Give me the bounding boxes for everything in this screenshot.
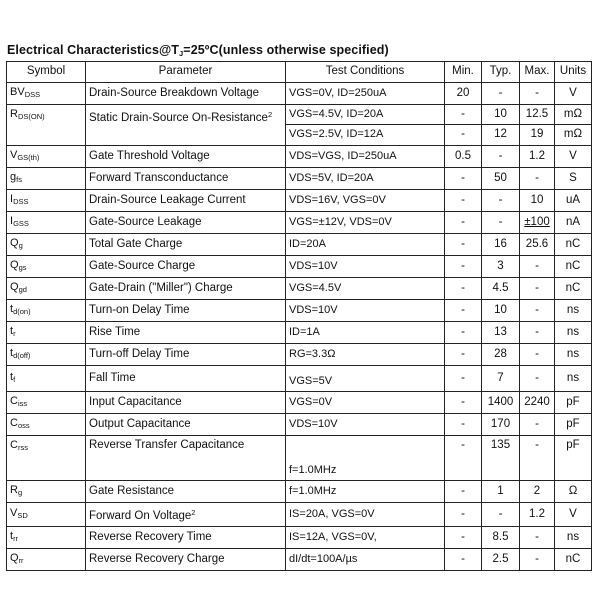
symbol-main: C [10, 394, 18, 407]
test-condition-cell: f=1.0MHz [286, 435, 445, 480]
symbol-main: t [10, 529, 14, 542]
units-cell: S [555, 167, 592, 189]
header-units: Units [555, 62, 592, 83]
test-condition-cell: VDS=10V [286, 413, 445, 435]
max-cell: 12.5 [520, 104, 555, 125]
symbol-subscript: d(off) [13, 350, 31, 360]
units-cell: V [555, 502, 592, 526]
typ-cell: - [482, 211, 520, 233]
parameter-text: Input Capacitance [89, 395, 182, 408]
parameter-text: Gate-Drain ("Miller") Charge [89, 281, 233, 294]
symbol-cell [7, 413, 86, 435]
header-max: Max. [520, 62, 555, 83]
symbol-cell [7, 548, 86, 570]
symbol-subscript: r [13, 328, 16, 338]
min-cell: - [445, 167, 482, 189]
max-cell: - [520, 413, 555, 435]
units-cell: ns [555, 343, 592, 365]
min-cell: - [445, 277, 482, 299]
units-cell: nC [555, 277, 592, 299]
parameter-cell [86, 526, 286, 548]
symbol-subscript: rr [13, 533, 19, 543]
units-cell: nC [555, 233, 592, 255]
symbol-main: Q [10, 258, 19, 271]
header-typ: Typ. [482, 62, 520, 83]
table-row [7, 413, 592, 435]
units-cell: nC [555, 548, 592, 570]
symbol-subscript: iss [17, 398, 28, 408]
units-cell: nA [555, 211, 592, 233]
symbol-cell [7, 277, 86, 299]
symbol-subscript: g [17, 487, 23, 497]
max-cell: 25.6 [520, 233, 555, 255]
symbol-subscript: g [18, 240, 23, 250]
test-condition-cell: VDS=16V, VGS=0V [286, 189, 445, 211]
min-cell: - [445, 233, 482, 255]
symbol-subscript: SD [17, 510, 28, 520]
header-test-conditions: Test Conditions [286, 62, 445, 83]
typ-cell: 12 [482, 125, 520, 146]
max-cell: 10 [520, 189, 555, 211]
min-cell: 20 [445, 82, 482, 104]
parameter-text: Turn-off Delay Time [89, 347, 190, 360]
max-cell: - [520, 548, 555, 570]
test-condition-cell: IS=12A, VGS=0V, [286, 526, 445, 548]
parameter-cell [86, 167, 286, 189]
parameter-text: Output Capacitance [89, 417, 191, 430]
footnote-superscript: 2 [267, 109, 273, 119]
test-condition-cell: VDS=5V, ID=20A [286, 167, 445, 189]
symbol-main: BV [10, 85, 25, 98]
units-cell: ns [555, 365, 592, 391]
max-cell: - [520, 255, 555, 277]
units-cell: ns [555, 321, 592, 343]
symbol-cell [7, 365, 86, 391]
table-row [7, 211, 592, 233]
table-row [7, 321, 592, 343]
parameter-text: Static Drain-Source On-Resistance [89, 111, 268, 124]
typ-cell: 28 [482, 343, 520, 365]
parameter-cell [86, 502, 286, 526]
units-cell: pF [555, 435, 592, 480]
test-condition-cell: VGS=0V, ID=250uA [286, 82, 445, 104]
table-row [7, 145, 592, 167]
title-sub: J [179, 49, 184, 58]
symbol-cell [7, 82, 86, 104]
parameter-cell [86, 321, 286, 343]
test-condition-cell: f=1.0MHz [286, 480, 445, 502]
typ-cell: 16 [482, 233, 520, 255]
symbol-subscript: oss [17, 420, 30, 430]
max-cell: - [520, 277, 555, 299]
symbol-main: C [10, 438, 18, 451]
min-cell: - [445, 255, 482, 277]
typ-cell: 1 [482, 480, 520, 502]
table-row [7, 365, 592, 391]
min-cell: - [445, 299, 482, 321]
table-row [7, 299, 592, 321]
test-condition-cell: VGS=2.5V, ID=12A [286, 125, 445, 146]
units-cell: ns [555, 299, 592, 321]
parameter-cell [86, 548, 286, 570]
table-row [7, 189, 592, 211]
typ-cell: 7 [482, 365, 520, 391]
table-row [7, 82, 592, 104]
test-condition-cell: dI/dt=100A/µs [286, 548, 445, 570]
units-cell: Ω [555, 480, 592, 502]
max-cell: 2 [520, 480, 555, 502]
max-cell: 1.2 [520, 145, 555, 167]
symbol-subscript: DSS [13, 196, 29, 206]
units-cell: V [555, 145, 592, 167]
symbol-cell [7, 480, 86, 502]
typ-cell: 3 [482, 255, 520, 277]
symbol-cell [7, 255, 86, 277]
min-cell: - [445, 413, 482, 435]
test-condition-cell: VGS=0V [286, 391, 445, 413]
symbol-cell [7, 145, 86, 167]
symbol-main: t [10, 324, 14, 337]
parameter-cell [86, 480, 286, 502]
min-cell: - [445, 104, 482, 125]
symbol-cell [7, 502, 86, 526]
table-body [7, 82, 592, 570]
min-cell: - [445, 211, 482, 233]
table-row [7, 167, 592, 189]
symbol-main: V [10, 148, 18, 161]
typ-cell: - [482, 502, 520, 526]
units-cell: pF [555, 391, 592, 413]
test-condition-cell: ID=1A [286, 321, 445, 343]
min-cell: - [445, 189, 482, 211]
symbol-main: t [10, 302, 14, 315]
units-cell: mΩ [555, 104, 592, 125]
symbol-cell [7, 526, 86, 548]
min-cell: - [445, 502, 482, 526]
header-min: Min. [445, 62, 482, 83]
parameter-cell [86, 189, 286, 211]
footnote-superscript: 2 [191, 507, 196, 517]
table-row [7, 277, 592, 299]
table-row [7, 502, 592, 526]
min-cell: - [445, 526, 482, 548]
units-cell: nC [555, 255, 592, 277]
max-cell: 1.2 [520, 502, 555, 526]
header-row [7, 62, 592, 83]
parameter-text: Rise Time [89, 325, 141, 338]
parameter-cell [86, 82, 286, 104]
max-cell: 19 [520, 125, 555, 146]
table-row [7, 255, 592, 277]
electrical-characteristics-table [6, 61, 592, 571]
symbol-subscript: f [13, 374, 16, 384]
units-cell: ns [555, 526, 592, 548]
typ-cell: 2.5 [482, 548, 520, 570]
symbol-subscript: GSS [13, 218, 29, 228]
test-condition-cell: VGS=±12V, VDS=0V [286, 211, 445, 233]
test-condition-cell: VDS=10V [286, 255, 445, 277]
min-cell: - [445, 548, 482, 570]
test-condition-cell: VGS=4.5V [286, 277, 445, 299]
symbol-cell [7, 167, 86, 189]
parameter-text: Reverse Recovery Charge [89, 552, 225, 565]
min-cell: - [445, 365, 482, 391]
parameter-text: Drain-Source Breakdown Voltage [89, 86, 260, 99]
min-cell: - [445, 125, 482, 146]
units-cell: V [555, 82, 592, 104]
parameter-text: Forward Transconductance [89, 171, 229, 184]
symbol-main: g [10, 170, 17, 183]
parameter-text: Gate-Source Charge [89, 259, 196, 272]
parameter-text: Reverse Transfer Capacitance [89, 438, 245, 451]
symbol-cell [7, 321, 86, 343]
typ-cell: 170 [482, 413, 520, 435]
parameter-cell [86, 233, 286, 255]
parameter-cell [86, 343, 286, 365]
typ-cell: 10 [482, 104, 520, 125]
min-cell: - [445, 480, 482, 502]
table-row [7, 435, 592, 480]
parameter-text: Reverse Recovery Time [89, 530, 212, 543]
table-row [7, 104, 592, 125]
parameter-cell [86, 365, 286, 391]
parameter-text: Turn-on Delay Time [89, 303, 190, 316]
typ-cell: - [482, 145, 520, 167]
parameter-text: Total Gate Charge [89, 237, 183, 250]
test-condition-cell: VDS=VGS, ID=250uA [286, 145, 445, 167]
header-parameter: Parameter [86, 62, 286, 83]
parameter-text: Forward On Voltage [89, 509, 192, 522]
parameter-text: Gate-Source Leakage [89, 215, 202, 228]
symbol-subscript: DSS [24, 89, 41, 99]
max-cell: 2240 [520, 391, 555, 413]
header-symbol: Symbol [7, 62, 86, 83]
typ-cell: 135 [482, 435, 520, 480]
typ-cell: - [482, 189, 520, 211]
min-cell: - [445, 343, 482, 365]
parameter-cell [86, 435, 286, 480]
symbol-cell [7, 104, 86, 145]
table-row [7, 233, 592, 255]
symbol-main: Q [10, 551, 19, 564]
symbol-subscript: GS(th) [17, 152, 40, 162]
parameter-cell [86, 413, 286, 435]
parameter-cell [86, 255, 286, 277]
parameter-text: Fall Time [89, 371, 136, 384]
table-row [7, 480, 592, 502]
symbol-main: R [10, 107, 18, 120]
units-cell: uA [555, 189, 592, 211]
symbol-main: R [10, 483, 18, 496]
parameter-cell [86, 104, 286, 145]
parameter-cell [86, 391, 286, 413]
min-cell: - [445, 321, 482, 343]
parameter-text: Gate Resistance [89, 484, 175, 497]
test-condition-cell: VDS=10V [286, 299, 445, 321]
symbol-main: C [10, 416, 18, 429]
symbol-cell [7, 189, 86, 211]
max-cell: - [520, 299, 555, 321]
max-cell: - [520, 321, 555, 343]
symbol-main: Q [10, 236, 19, 249]
symbol-cell [7, 435, 86, 480]
table-row [7, 343, 592, 365]
max-cell: - [520, 343, 555, 365]
typ-cell: 10 [482, 299, 520, 321]
symbol-main: I [10, 214, 14, 227]
parameter-cell [86, 211, 286, 233]
symbol-cell [7, 299, 86, 321]
symbol-subscript: DS(ON) [17, 111, 45, 121]
symbol-subscript: rr [18, 555, 24, 565]
symbol-subscript: d(on) [13, 306, 31, 316]
symbol-cell [7, 343, 86, 365]
symbol-subscript: fs [16, 174, 22, 184]
max-cell: - [520, 435, 555, 480]
max-cell: - [520, 167, 555, 189]
symbol-cell [7, 391, 86, 413]
test-condition-cell: VGS=5V [286, 365, 445, 391]
min-cell: - [445, 435, 482, 480]
typ-cell: 1400 [482, 391, 520, 413]
symbol-subscript: gs [18, 262, 27, 272]
test-condition-cell: ID=20A [286, 233, 445, 255]
table-title [7, 43, 389, 58]
symbol-main: I [10, 192, 14, 205]
title-suffix: =25ºC(unless otherwise specified) [183, 43, 389, 57]
typ-cell: 8.5 [482, 526, 520, 548]
symbol-main: Q [10, 280, 19, 293]
symbol-main: V [10, 506, 18, 519]
symbol-subscript: rss [17, 442, 28, 452]
typ-cell: 4.5 [482, 277, 520, 299]
max-cell: - [520, 365, 555, 391]
typ-cell: 13 [482, 321, 520, 343]
test-condition-cell: IS=20A, VGS=0V [286, 502, 445, 526]
min-cell: - [445, 391, 482, 413]
max-cell: ±100 [520, 211, 555, 233]
test-condition-cell: RG=3.3Ω [286, 343, 445, 365]
parameter-cell [86, 277, 286, 299]
symbol-subscript: gd [18, 284, 27, 294]
max-cell: - [520, 526, 555, 548]
symbol-cell [7, 233, 86, 255]
typ-cell: 50 [482, 167, 520, 189]
symbol-main: t [10, 346, 14, 359]
table-row [7, 391, 592, 413]
units-cell: pF [555, 413, 592, 435]
parameter-text: Gate Threshold Voltage [89, 149, 210, 162]
symbol-main: t [10, 370, 14, 383]
title-prefix: Electrical Characteristics@T [7, 43, 180, 57]
parameter-text: Drain-Source Leakage Current [89, 193, 246, 206]
units-cell: mΩ [555, 125, 592, 146]
parameter-cell [86, 145, 286, 167]
test-condition-cell: VGS=4.5V, ID=20A [286, 104, 445, 125]
table-row [7, 526, 592, 548]
table-row [7, 548, 592, 570]
max-cell: - [520, 82, 555, 104]
symbol-cell [7, 211, 86, 233]
typ-cell: - [482, 82, 520, 104]
parameter-cell [86, 299, 286, 321]
min-cell: 0.5 [445, 145, 482, 167]
